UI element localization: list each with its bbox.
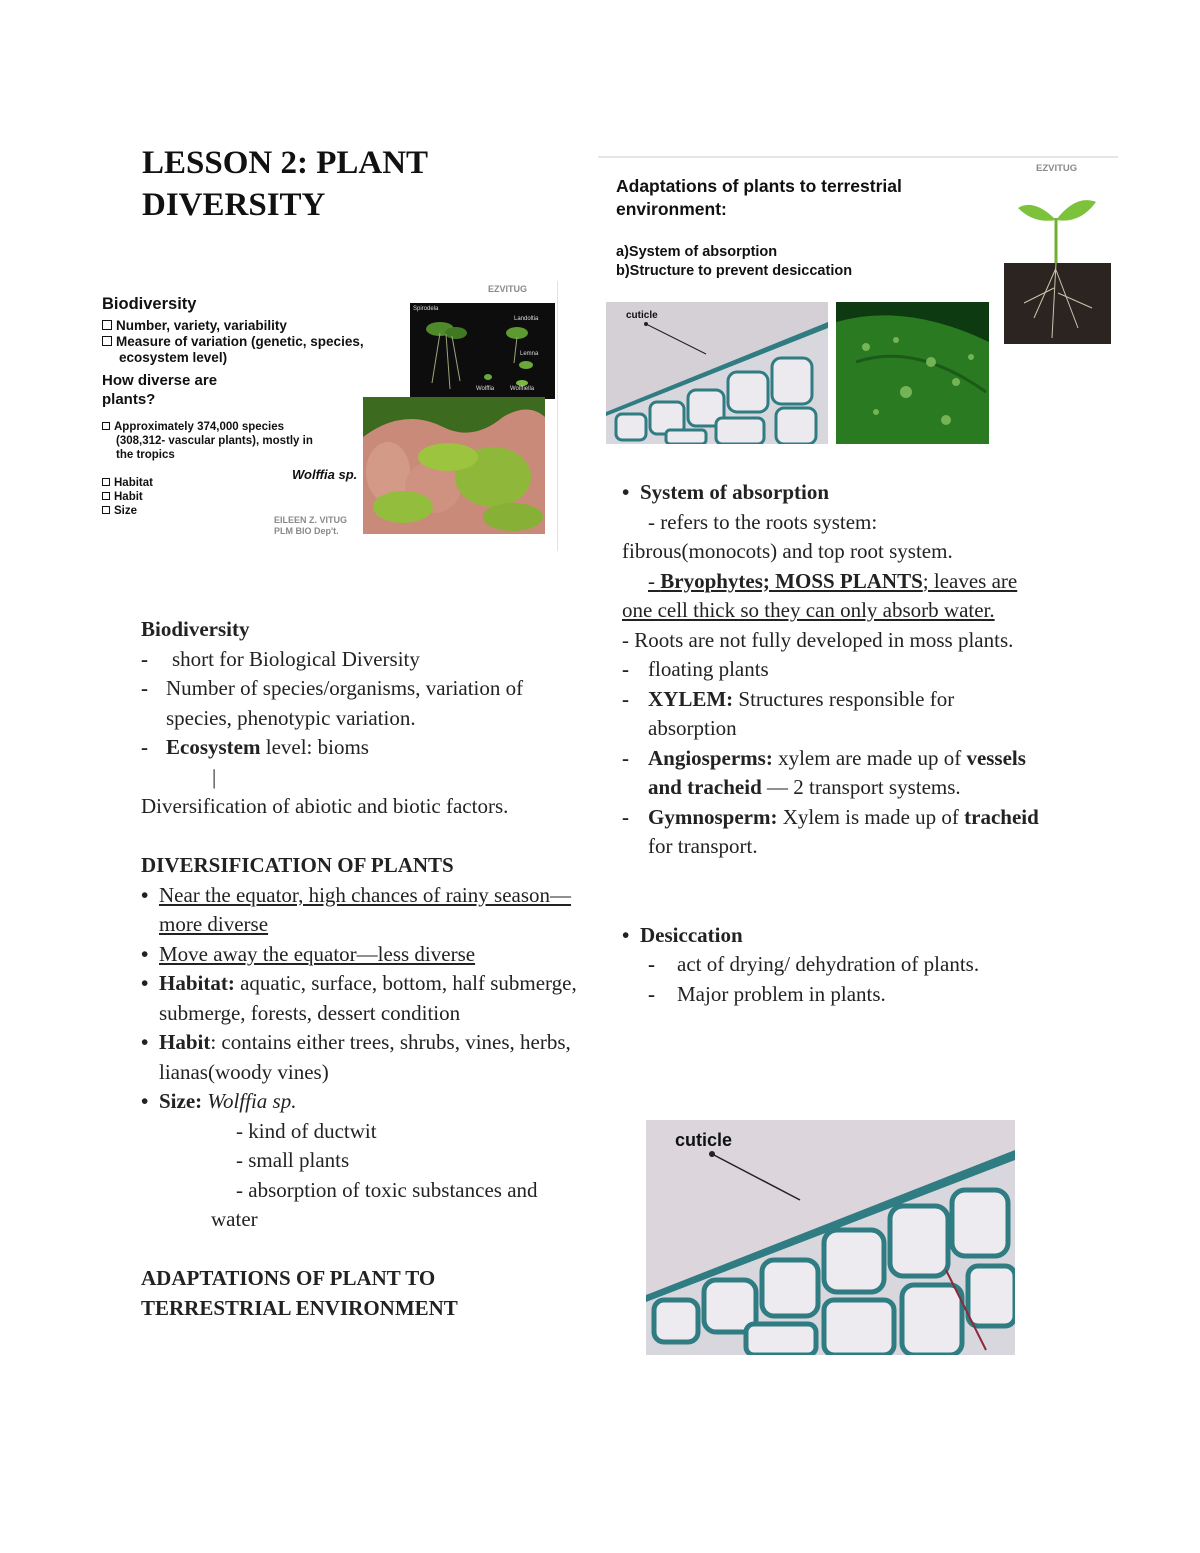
list-item: - floating plants [622, 657, 769, 681]
photo-label: Landoltia [514, 316, 539, 322]
list-item: - Angiosperms: xylem are made up of vessels and tracheid — 2 transport systems. [622, 745, 1026, 799]
duckweed-photo [410, 303, 555, 399]
cuticle-micrograph-large [646, 1120, 1015, 1355]
absorption-heading: • System of absorption [622, 480, 830, 504]
slide-author: EILEEN Z. VITUG [274, 515, 348, 525]
cuticle-label: cuticle [675, 1130, 733, 1150]
slide-fact: Approximately 374,000 species (308,312- vascular plants), mostly in the tropics [102, 420, 326, 462]
list-item: • Habitat: aquatic, surface, bottom, half submerge, submerge, forests, dessert condition [141, 971, 577, 1025]
cuticle-micrograph-small [606, 302, 828, 444]
wolffia-hand-photo [363, 397, 545, 534]
photo-label: Spirodela [413, 306, 439, 312]
slide-watermark: EZVITUG [487, 284, 527, 294]
diversification-heading: DIVERSIFICATION OF PLANTS [141, 853, 454, 877]
slide-fact: Habit [102, 490, 312, 504]
adaptations-heading: ADAPTATIONS OF PLANT TO TERRESTRIAL ENVIRONMENT [141, 1266, 458, 1320]
slide-item: b)Structure to prevent desiccation [616, 263, 853, 279]
list-item: • Move away the equator—less diverse [141, 941, 476, 966]
photo-label: Wolffia [476, 386, 495, 392]
checkbox-icon [102, 492, 110, 500]
adaptations-slide [598, 156, 1118, 448]
biodiversity-heading: Biodiversity [141, 617, 250, 641]
photo-label: Lemna [520, 351, 539, 357]
cuticle-label: cuticle [626, 310, 658, 321]
checkbox-icon [102, 320, 112, 330]
slide-fact: Size [102, 504, 312, 518]
list-item: • Near the equator, high chances of rainy season— more diverse [141, 882, 572, 936]
checkbox-icon [102, 506, 110, 514]
photo-label: Wolffiella [510, 386, 535, 392]
list-item: - Ecosystem level: bioms [141, 735, 369, 759]
biodiversity-slide [87, 281, 558, 551]
size-sub-item: - kind of ductwit [236, 1118, 377, 1143]
size-sub-item: - absorption of toxic substances and [236, 1177, 538, 1202]
absorption-line: fibrous(monocots) and top root system. [622, 539, 953, 563]
bryophytes-text: - Bryophytes; MOSS PLANTS; leaves are one cell thick so they can only absorb water. [622, 568, 1018, 622]
slide-heading: Biodiversity [102, 295, 197, 313]
list-item: - act of drying/ dehydration of plants. [648, 952, 980, 976]
slide-point: Number, variety, variability [102, 318, 372, 334]
pipe-separator: | [212, 764, 217, 789]
slide-item: a)System of absorption [616, 244, 778, 260]
slide-fact: Habitat [102, 476, 312, 490]
checkbox-icon [102, 478, 110, 486]
page-title: LESSON 2: PLANT DIVERSITY [142, 145, 428, 223]
slide-point: Measure of variation (genetic, species, ecosystem level) [102, 334, 389, 366]
slide-caption: Wolffia sp. [292, 467, 358, 482]
roots-text: - Roots are not fully developed in moss plants. [622, 627, 1014, 652]
diversification-text: Diversification of abiotic and biotic factors. [141, 794, 509, 818]
size-sub-item: water [211, 1207, 258, 1231]
list-item: - Major problem in plants. [648, 981, 886, 1006]
slide-question: How diverse are plants? [102, 372, 218, 408]
checkbox-icon [102, 422, 110, 430]
right-column [622, 478, 1042, 1009]
slide-heading: Adaptations of plants to terrestrial environment: [616, 176, 902, 219]
slide-watermark: EZVITUG [1036, 163, 1078, 174]
list-item: - Number of species/organisms, variation of species, phenotypic variation. [141, 676, 524, 730]
seedling-photo [1004, 188, 1111, 344]
size-sub-item: - small plants [236, 1148, 350, 1172]
absorption-line: - refers to the roots system: [648, 509, 878, 534]
left-column [141, 615, 581, 1323]
desiccation-heading: • Desiccation [622, 922, 743, 947]
list-item: - Gymnosperm: Xylem is made up of tracheid for transport. [622, 804, 1039, 858]
list-item: • Size: Wolffia sp. [141, 1089, 297, 1113]
slide-dept: PLM BIO Dep't. [274, 526, 339, 536]
list-item: - short for Biological Diversity [141, 646, 420, 671]
list-item: • Habit: contains either trees, shrubs, vines, herbs, lianas(woody vines) [141, 1030, 571, 1084]
checkbox-icon [102, 336, 112, 346]
leaf-droplets-photo [836, 302, 989, 444]
list-item: - XYLEM: Structures responsible for absorption [622, 686, 955, 740]
